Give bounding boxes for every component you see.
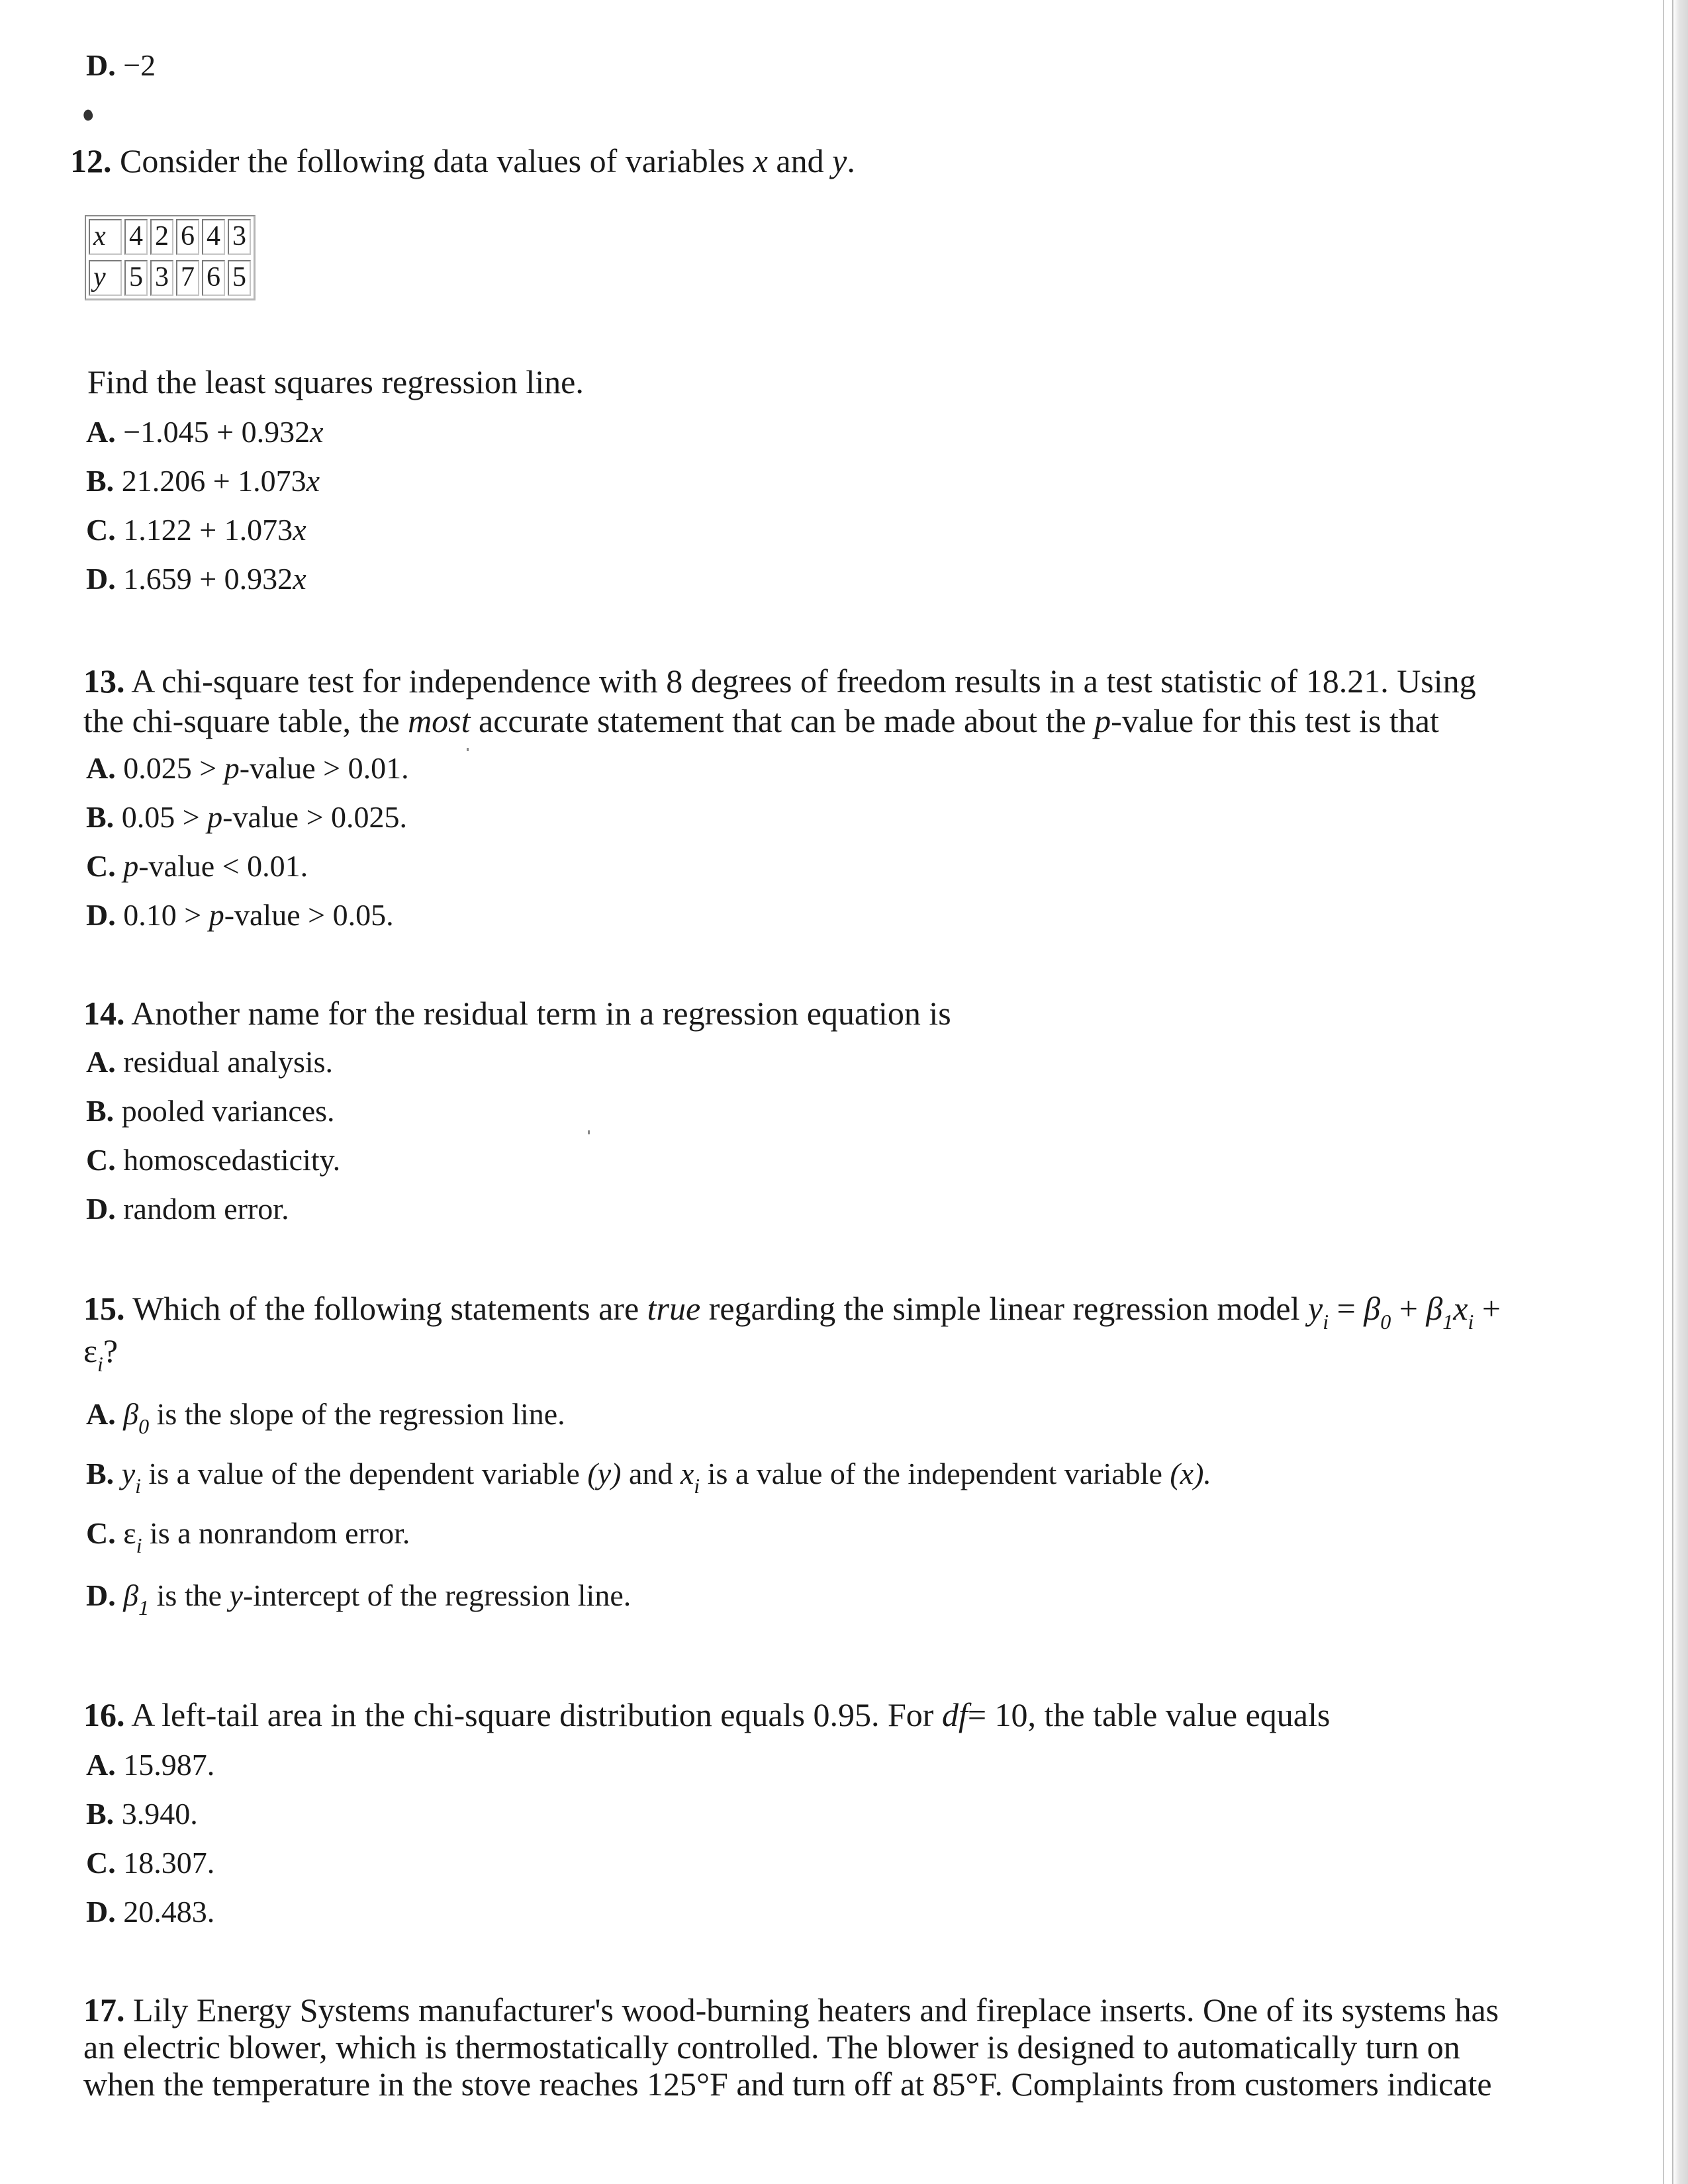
question-15-stem	[83, 1289, 1501, 1334]
scan-right-edge	[1672, 0, 1688, 2184]
question-number: 15.	[83, 1290, 125, 1327]
option-letter: A.	[86, 1045, 116, 1079]
data-table-row-y	[86, 257, 254, 298]
option-text: -value > 0.01.	[239, 751, 409, 785]
plus-sign: +	[1481, 1290, 1501, 1327]
option-letter: A.	[86, 415, 116, 449]
q16-option-b[interactable]	[86, 1796, 198, 1831]
variable-x: x	[680, 1457, 694, 1490]
question-12-stem: 12. Consider the following data values of variables x and y.	[70, 142, 855, 179]
q15-option-b[interactable]	[86, 1456, 1211, 1498]
option-letter: C.	[86, 1846, 116, 1880]
subscript: i	[135, 1474, 141, 1498]
q16-option-d[interactable]	[86, 1894, 214, 1929]
plus-sign: +	[1399, 1290, 1418, 1327]
variable-p: p	[209, 898, 224, 932]
q15-option-d[interactable]	[86, 1578, 631, 1620]
option-text: 1.122 + 1.073	[123, 513, 293, 547]
variable-y-label: (y)	[587, 1457, 622, 1490]
table-cell: 7	[176, 260, 199, 296]
q13-option-c[interactable]	[86, 848, 308, 884]
option-text: 1.659 + 0.932	[123, 562, 293, 596]
option-letter: D.	[86, 1895, 116, 1929]
q13-option-d[interactable]	[86, 897, 394, 933]
option-text: 0.05 >	[121, 800, 208, 834]
option-text: residual analysis.	[123, 1045, 334, 1079]
question-number: 12.	[70, 142, 112, 179]
question-17-stem-line1	[83, 1991, 1499, 2029]
scan-speck	[467, 748, 469, 751]
q16-option-a[interactable]	[86, 1747, 214, 1782]
option-variable: x	[306, 464, 320, 498]
subscript: i	[1323, 1310, 1329, 1334]
question-16-stem	[83, 1696, 1330, 1734]
variable-y: y	[832, 142, 847, 179]
emphasis: true	[647, 1290, 701, 1327]
beta-symbol: β	[123, 1397, 139, 1431]
question-text: Which of the following statements are	[132, 1290, 639, 1327]
table-cell: 4	[124, 219, 148, 255]
variable-p: p	[123, 849, 139, 883]
option-letter: D.	[86, 1192, 116, 1226]
question-text: A chi-square test for independence with 8 degrees of freedom results in a test statistic of 18.21. Using	[131, 662, 1476, 700]
option-letter: D.	[86, 898, 116, 932]
option-text: 20.483.	[123, 1895, 215, 1929]
question-13-stem-line2	[83, 702, 1439, 740]
data-table	[85, 215, 256, 300]
table-row-label: y	[89, 260, 122, 296]
epsilon-symbol: ε	[123, 1516, 136, 1550]
subscript: 1	[1442, 1310, 1454, 1334]
table-row-label: x	[89, 219, 122, 255]
option-letter: A.	[86, 1397, 116, 1431]
variable-x: x	[1453, 1290, 1468, 1327]
option-text: is the	[156, 1578, 222, 1612]
question-14-stem	[83, 994, 951, 1032]
q14-option-d[interactable]	[86, 1191, 289, 1226]
question-number: 17.	[83, 1991, 125, 2028]
regression-model-equation	[1307, 1290, 1501, 1334]
option-text: −2	[123, 48, 156, 82]
subscript: 0	[1380, 1310, 1391, 1334]
variable-df: df	[941, 1696, 968, 1733]
option-text: -value > 0.05.	[224, 898, 394, 932]
table-cell: 5	[124, 260, 148, 296]
subscript: 0	[138, 1414, 150, 1438]
emphasis: most	[408, 702, 471, 739]
data-table-row-x	[86, 216, 254, 257]
pen-mark	[81, 109, 94, 122]
option-text: is a value of the independent variable	[707, 1457, 1162, 1490]
subscript: i	[694, 1474, 700, 1498]
question-text: -value for this test is that	[1111, 702, 1439, 739]
q12-option-d[interactable]	[86, 561, 306, 596]
variable-x-label: (x).	[1170, 1457, 1211, 1490]
variable-y: y	[1307, 1290, 1323, 1327]
q13-option-b[interactable]	[86, 799, 407, 835]
option-variable: x	[293, 513, 306, 547]
option-letter: C.	[86, 1143, 116, 1177]
option-variable: x	[310, 415, 324, 449]
page-crease-line	[1663, 0, 1664, 2184]
option-letter: B.	[86, 800, 115, 834]
question-17-stem-line2: an electric blower, which is thermostatically controlled. The blower is designed to automatically turn on	[83, 2028, 1460, 2066]
q15-option-c[interactable]	[86, 1516, 410, 1558]
option-text: 15.987.	[123, 1748, 215, 1782]
q15-option-a[interactable]	[86, 1396, 565, 1439]
question-text: Lily Energy Systems manufacturer's wood-burning heaters and fireplace inserts. One of its systems has	[133, 1991, 1499, 2028]
option-letter: C.	[86, 1516, 116, 1550]
option-text: -value > 0.025.	[222, 800, 408, 834]
previous-option-fragment	[86, 48, 156, 83]
epsilon-symbol: ε	[83, 1332, 97, 1369]
q12-option-b[interactable]	[86, 463, 320, 498]
table-cell: 3	[150, 260, 173, 296]
question-text: and	[776, 142, 824, 179]
question-mark: ?	[103, 1332, 118, 1369]
variable-p: p	[207, 800, 223, 834]
option-letter: C.	[86, 513, 116, 547]
question-15-stem-line2	[83, 1332, 118, 1377]
question-number: 16.	[83, 1696, 125, 1733]
option-letter: B.	[86, 1457, 115, 1490]
question-17-stem-line3: when the temperature in the stove reaches 125°F and turn off at 85°F. Complaints from customers indicate	[83, 2066, 1492, 2103]
question-text: regarding the simple linear regression model	[708, 1290, 1300, 1327]
question-text: = 10, the table value equals	[967, 1696, 1331, 1733]
option-text: 3.940.	[121, 1797, 198, 1831]
option-text: is a nonrandom error.	[149, 1516, 410, 1550]
option-letter: A.	[86, 751, 116, 785]
option-text: pooled variances.	[121, 1094, 335, 1128]
question-text: A left-tail area in the chi-square distribution equals 0.95. For	[131, 1696, 934, 1733]
option-text: -intercept of the regression line.	[242, 1578, 632, 1612]
question-12-prompt: Find the least squares regression line.	[87, 363, 584, 400]
option-text: 18.307.	[123, 1846, 215, 1880]
option-text: random error.	[123, 1192, 289, 1226]
table-cell: 2	[150, 219, 173, 255]
q14-option-b[interactable]	[86, 1093, 335, 1128]
subscript: 1	[138, 1596, 150, 1619]
option-text: 0.025 >	[123, 751, 224, 785]
option-letter: D.	[86, 1578, 116, 1612]
question-text: Consider the following data values of variables	[120, 142, 745, 179]
option-letter: A.	[86, 1748, 116, 1782]
option-variable: x	[293, 562, 306, 596]
option-text: -value < 0.01.	[138, 849, 308, 883]
q12-option-c[interactable]	[86, 512, 306, 547]
table-cell: 4	[202, 219, 225, 255]
table-cell: 5	[228, 260, 251, 296]
variable-y: y	[121, 1457, 136, 1490]
subscript: i	[1468, 1310, 1474, 1334]
scan-speck	[588, 1130, 590, 1134]
q16-option-c[interactable]	[86, 1845, 214, 1880]
option-letter: D.	[86, 562, 116, 596]
question-13-stem-line1	[83, 662, 1476, 700]
option-text: is the slope of the regression line.	[156, 1397, 565, 1431]
question-text: the chi-square table, the	[83, 702, 400, 739]
beta-symbol: β	[123, 1578, 139, 1612]
variable-p: p	[224, 751, 240, 785]
table-cell: 6	[202, 260, 225, 296]
option-text: is a value of the dependent variable	[148, 1457, 580, 1490]
option-letter: D.	[86, 48, 116, 82]
equals-sign: =	[1336, 1290, 1356, 1327]
option-text: and	[628, 1457, 673, 1490]
question-number: 13.	[83, 662, 125, 700]
question-number: 14.	[83, 995, 125, 1032]
q14-option-c[interactable]	[86, 1142, 340, 1177]
option-letter: C.	[86, 849, 116, 883]
q13-option-a[interactable]	[86, 751, 409, 786]
table-cell: 6	[176, 219, 199, 255]
variable-x: x	[753, 142, 768, 179]
option-text: −1.045 + 0.932	[123, 415, 310, 449]
beta-symbol: β	[1426, 1290, 1443, 1327]
q14-option-a[interactable]	[86, 1044, 333, 1079]
beta-symbol: β	[1364, 1290, 1381, 1327]
option-letter: B.	[86, 1797, 115, 1831]
option-letter: B.	[86, 464, 115, 498]
variable-p: p	[1094, 702, 1111, 739]
table-cell: 3	[228, 219, 251, 255]
q12-option-a[interactable]	[86, 414, 324, 449]
question-text: accurate statement that can be made about the	[479, 702, 1086, 739]
subscript: i	[136, 1533, 142, 1557]
subscript: i	[97, 1352, 103, 1376]
option-text: homoscedasticity.	[123, 1143, 341, 1177]
option-text: 0.10 >	[123, 898, 209, 932]
option-text: 21.206 + 1.073	[121, 464, 306, 498]
option-letter: B.	[86, 1094, 115, 1128]
variable-y: y	[229, 1578, 243, 1612]
question-text: Another name for the residual term in a regression equation is	[131, 995, 951, 1032]
